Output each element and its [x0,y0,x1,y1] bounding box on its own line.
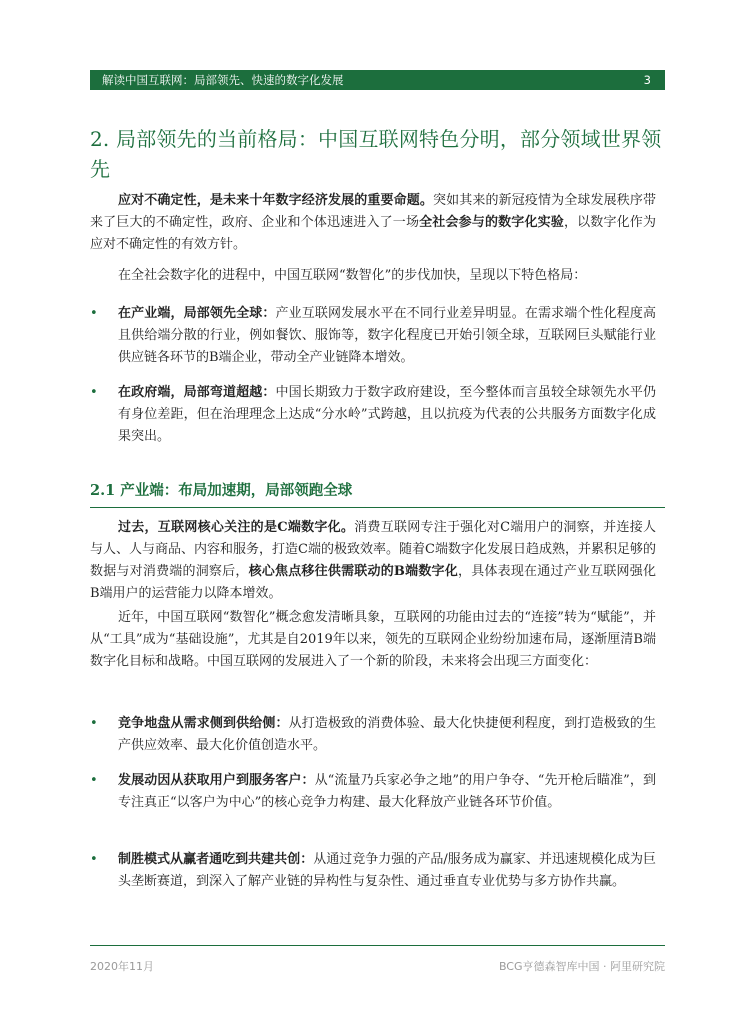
page-footer [90,958,665,974]
paragraph-4: 近年，中国互联网“数智化”概念愈发清晰具象，互联网的功能由过去的“连接”转为“赋能”，并从“工具”成为“基础设施”，尤其是自2019年以来，领先的互联网企业纷纷加速布局，逐渐厘清B端数字化目标和战略。中国互联网的发展进入了一个新的阶段，未来将会出现三方面变化： [90,610,656,669]
intro-text-1: 突如其来的新冠疫情为全球发展秩序带来了巨大的不确定性，政府、企业和个体迅速进入了一场 [90,193,656,230]
bullet-icon: • [90,716,98,731]
list-item-bold: 竞争地盘从需求侧到供给侧： [118,716,289,731]
para3-text-2: ，具体表现在通过产业互联网强化B端用户的运营能力以降本增效。 [90,564,656,601]
subsection-divider [90,507,665,508]
list-item-text: 从“流量乃兵家必争之地”的用户争夺、“先开枪后瞄准”，到专注真正“以客户为中心”的核心竞争力构建、最大化释放产业链各环节价值。 [118,773,656,810]
para3-bold-2: 核心焦点移往供需联动的B端数字化 [248,564,458,579]
page-number: 3 [643,73,651,87]
list-item-winning-model [90,849,656,893]
footer-date: 2020年11月 [90,960,154,973]
list-item-bold: 制胜模式从赢者通吃到共建共创： [118,852,314,867]
footer-publisher: BCG亨德森智库中国 · 阿里研究院 [498,960,665,973]
section-title: 2. 局部领先的当前格局：中国互联网特色分明，部分领域世界领先 [90,127,662,181]
paragraph-2: 在全社会数字化的进程中，中国互联网“数智化”的步伐加快，呈现以下特色格局： [118,268,587,283]
list-item-government [90,382,656,448]
list-item-text: 中国长期致力于数字政府建设，至今整体而言虽较全球领先水平仍有身位差距，但在治理理念上达成“分水岭”式跨越，且以抗疫为代表的公共服务方面数字化成果突出。 [118,385,656,444]
intro-text-2: ，以数字化作为应对不确定性的有效方针。 [90,215,656,252]
list-item-industry [90,303,656,369]
para3-text-1: 消费互联网专注于强化对C端用户的洞察，并连接人与人、人与商品、内容和服务，打造C端的极致效率。随着C端数字化发展日趋成熟，并累积足够的数据与对消费端的洞察后， [90,520,656,579]
para3-bold-1: 过去，互联网核心关注的是C端数字化。 [118,520,355,535]
intro-bold-2: 全社会参与的数字化实验 [419,215,564,230]
subsection-title: 2.1 产业端：布局加速期，局部领跑全球 [90,482,353,499]
list-item-bold: 发展动因从获取用户到服务客户： [118,773,315,788]
bullet-icon: • [90,306,98,321]
list-item-drivers [90,770,656,814]
bullet-icon: • [90,773,98,788]
list-item-bold: 在产业端，局部领先全球： [118,306,276,321]
intro-bold: 应对不确定性，是未来十年数字经济发展的重要命题。 [118,193,433,208]
list-item-text: 从打造极致的消费体验、最大化快捷便利程度，到打造极致的生产供应效率、最大化价值创造水平。 [118,716,656,753]
bullet-icon: • [90,385,98,400]
header-title: 解读中国互联网：局部领先、快速的数字化发展 [102,73,344,87]
footer-divider [90,945,665,946]
page-header [90,70,665,90]
bullet-icon: • [90,852,98,867]
list-item-competition [90,713,656,757]
list-item-text: 产业互联网发展水平在不同行业差异明显。在需求端个性化程度高且供给端分散的行业，例如餐饮、服饰等，数字化程度已开始引领全球，互联网巨头赋能行业供应链各环节的B端企业，带动全产业链降本增效。 [118,306,656,365]
list-item-bold: 在政府端，局部弯道超越： [118,385,276,400]
intro-paragraph [90,190,656,256]
list-item-text: 从通过竞争力强的产品/服务成为赢家、并迅速规模化成为巨头垄断赛道，到深入了解产业链的异构性与复杂性、通过垂直专业优势与多方协作共赢。 [118,852,656,889]
paragraph-3 [90,517,656,605]
